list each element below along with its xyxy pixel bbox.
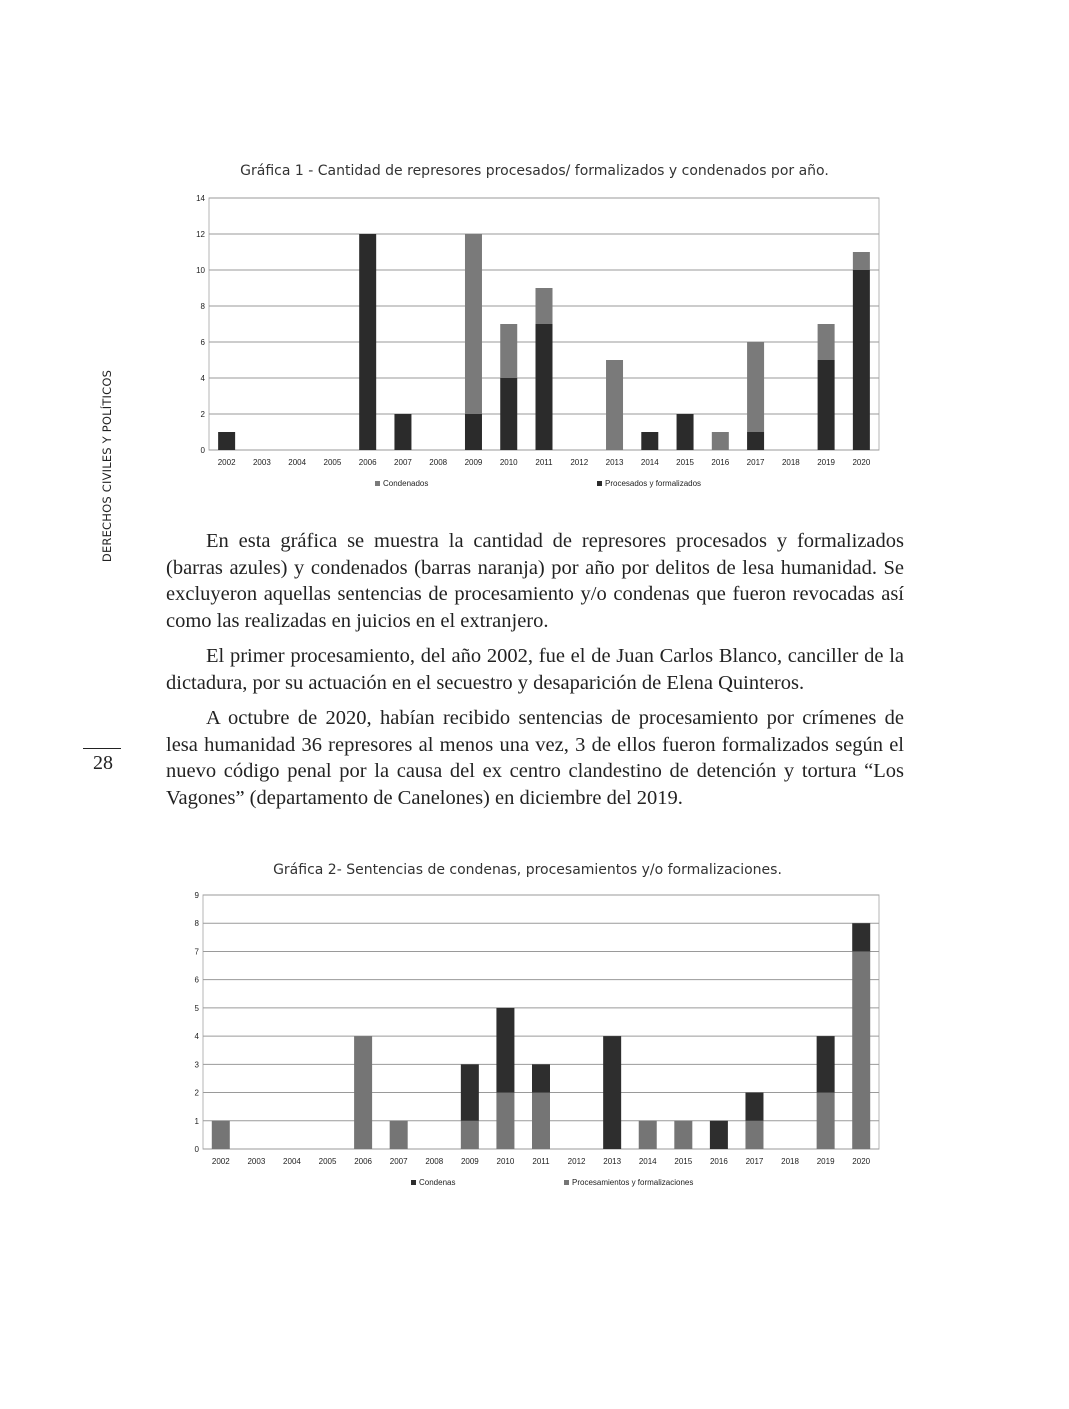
x-tick-label: 2017 — [746, 458, 765, 467]
bar — [218, 432, 235, 450]
x-tick-label: 2004 — [288, 458, 307, 467]
x-tick-label: 2009 — [460, 1157, 479, 1166]
x-tick-label: 2019 — [817, 458, 836, 467]
x-tick-label: 2015 — [674, 1157, 693, 1166]
y-tick-label: 8 — [200, 302, 205, 311]
x-tick-label: 2007 — [389, 1157, 408, 1166]
x-tick-label: 2020 — [852, 1157, 871, 1166]
x-tick-label: 2011 — [535, 458, 553, 467]
chart2 — [0, 885, 1069, 1195]
chart1-caption: Gráfica 1 - Cantidad de represores procesados/ formalizados y condenados por año. — [240, 163, 829, 179]
legend-label: Procesamientos y formalizaciones — [572, 1178, 694, 1187]
bar — [712, 432, 729, 450]
x-tick-label: 2016 — [709, 1157, 728, 1166]
y-tick-label: 6 — [200, 338, 205, 347]
y-tick-label: 6 — [194, 975, 199, 985]
x-tick-label: 2020 — [852, 458, 871, 467]
bar — [853, 252, 870, 270]
bar — [710, 1121, 728, 1149]
bar — [747, 432, 764, 450]
page-number-rule — [83, 748, 121, 749]
bar — [461, 1121, 479, 1149]
bar — [500, 378, 517, 450]
x-tick-label: 2019 — [816, 1157, 835, 1166]
bar — [677, 414, 694, 450]
x-tick-label: 2005 — [323, 458, 342, 467]
y-tick-label: 4 — [194, 1032, 199, 1042]
bar — [500, 324, 517, 378]
legend-swatch — [564, 1180, 569, 1185]
paragraph: En esta gráfica se muestra la cantidad de represores procesados y formalizados (barras azules) y condenados (barras naranja) por año por delitos de lesa humanidad. Se excluyeron aquellas sentencias de procesamiento y/o condenas que fueron revocadas así como las realizadas en juicios en el extranjero. — [166, 530, 904, 632]
bar — [359, 234, 376, 450]
x-tick-label: 2003 — [252, 458, 271, 467]
page-number: 28 — [93, 752, 113, 774]
bar — [465, 234, 482, 414]
x-tick-label: 2005 — [318, 1157, 337, 1166]
x-tick-label: 2016 — [711, 458, 730, 467]
bar — [461, 1064, 479, 1120]
bar — [745, 1093, 763, 1121]
x-tick-label: 2014 — [640, 458, 659, 467]
bar — [818, 360, 835, 450]
x-tick-label: 2010 — [496, 1157, 515, 1166]
y-tick-label: 14 — [196, 194, 205, 203]
y-tick-label: 5 — [194, 1003, 199, 1013]
x-tick-label: 2002 — [217, 458, 236, 467]
bar — [818, 324, 835, 360]
bar — [853, 270, 870, 450]
y-tick-label: 3 — [194, 1060, 199, 1070]
bar — [639, 1121, 657, 1149]
body-text — [166, 528, 904, 820]
bar — [465, 414, 482, 450]
y-tick-label: 7 — [194, 947, 199, 957]
bar — [606, 360, 623, 450]
x-tick-label: 2002 — [211, 1157, 230, 1166]
bar — [817, 1093, 835, 1149]
y-tick-label: 2 — [200, 410, 205, 419]
bar — [747, 342, 764, 432]
legend-label: Condenados — [383, 479, 429, 488]
x-tick-label: 2004 — [283, 1157, 301, 1166]
x-tick-label: 2006 — [358, 458, 377, 467]
bar — [852, 951, 870, 1149]
bar — [212, 1121, 230, 1149]
y-tick-label: 9 — [194, 891, 199, 900]
x-tick-label: 2003 — [247, 1157, 266, 1166]
bar — [532, 1093, 550, 1149]
bar — [354, 1036, 372, 1149]
y-tick-label: 0 — [194, 1145, 199, 1154]
x-tick-label: 2018 — [781, 1157, 799, 1166]
bar — [641, 432, 658, 450]
y-tick-label: 2 — [194, 1088, 199, 1098]
bar — [745, 1121, 763, 1149]
x-tick-label: 2015 — [676, 458, 694, 467]
y-tick-label: 10 — [196, 266, 205, 275]
x-tick-label: 2014 — [638, 1157, 657, 1166]
legend-label: Condenas — [419, 1178, 456, 1187]
x-tick-label: 2010 — [499, 458, 518, 467]
x-tick-label: 2013 — [605, 458, 624, 467]
y-tick-label: 1 — [194, 1116, 199, 1126]
legend-swatch — [411, 1180, 416, 1185]
bar — [536, 288, 553, 324]
x-tick-label: 2006 — [354, 1157, 373, 1166]
bar — [496, 1008, 514, 1093]
bar — [852, 923, 870, 951]
chart2-caption: Gráfica 2- Sentencias de condenas, procesamientos y/o formalizaciones. — [273, 862, 782, 878]
bar — [390, 1121, 408, 1149]
bar — [536, 324, 553, 450]
y-tick-label: 12 — [196, 230, 205, 239]
bar — [674, 1121, 692, 1149]
bar — [532, 1064, 550, 1092]
x-tick-label: 2012 — [570, 458, 589, 467]
bar — [817, 1036, 835, 1092]
x-tick-label: 2007 — [394, 458, 412, 467]
legend-swatch — [375, 481, 380, 486]
paragraph: El primer procesamiento, del año 2002, fue el de Juan Carlos Blanco, canciller de la dictadura, por su actuación en el secuestro y desaparición de Elena Quinteros. — [166, 645, 904, 694]
bar — [394, 414, 411, 450]
x-tick-label: 2012 — [567, 1157, 586, 1166]
x-tick-label: 2008 — [425, 1157, 444, 1166]
paragraph: A octubre de 2020, habían recibido sentencias de procesamiento por crímenes de lesa humanidad 36 represores al menos una vez, 3 de ellos fueron formalizados según el nuevo código penal por la causa del ex centro clandestino de detención y tortura “Los Vagones” (departamento de Canelones) en diciembre del 2019. — [166, 707, 904, 809]
x-tick-label: 2008 — [429, 458, 448, 467]
x-tick-label: 2009 — [464, 458, 483, 467]
x-tick-label: 2017 — [745, 1157, 764, 1166]
y-tick-label: 0 — [200, 446, 205, 455]
legend-swatch — [597, 481, 602, 486]
x-tick-label: 2013 — [603, 1157, 622, 1166]
y-tick-label: 4 — [200, 374, 205, 383]
bar — [496, 1093, 514, 1149]
legend-label: Procesados y formalizados — [605, 479, 702, 488]
x-tick-label: 2018 — [781, 458, 800, 467]
y-tick-label: 8 — [194, 919, 199, 929]
bar — [603, 1036, 621, 1149]
x-tick-label: 2011 — [532, 1157, 550, 1166]
chart1 — [0, 188, 1069, 498]
section-title: DERECHOS CIVILES Y POLÍTICOS — [100, 369, 114, 563]
